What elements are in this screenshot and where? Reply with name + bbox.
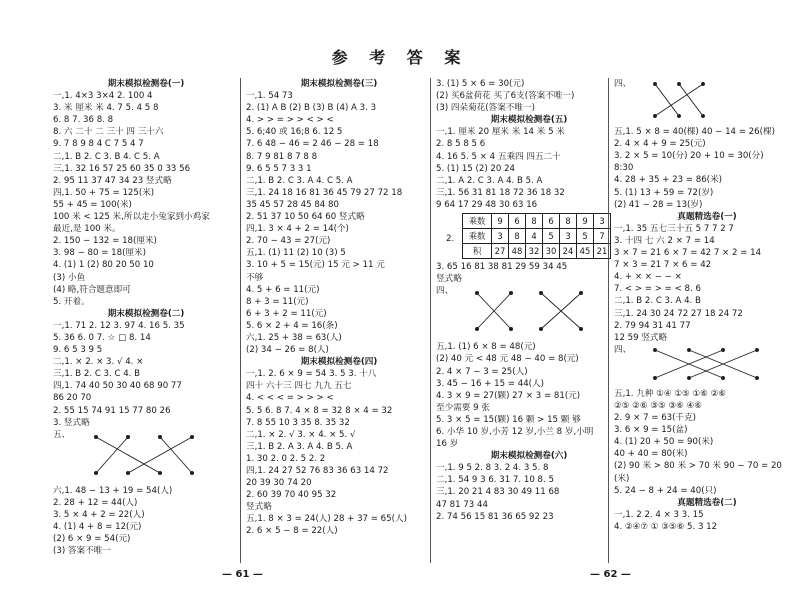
answer-line: 二,1. B 2. C 3. A 4. C 5. A (246, 175, 353, 186)
table-cell: 48 (509, 244, 526, 259)
answer-line: 6. 小华 10 岁,小芳 12 岁,小兰 8 岁,小明 (436, 426, 594, 437)
table-cell: 27 (492, 244, 509, 259)
matching-lines-figure (471, 287, 601, 335)
answer-line: 8 + 3 = 11(元) (246, 296, 309, 307)
table-row (463, 229, 611, 244)
matching-lines-figure (88, 431, 218, 479)
answer-line: 2. 95 11 37 47 34 23 竖式略 (53, 175, 172, 186)
answer-line: 3. 10 + 5 = 15(元) 15 元 > 11 元 (246, 260, 385, 271)
answer-line: (2) 6 × 9 = 54(元) (53, 534, 131, 545)
answer-line: 六,1. 25 + 38 = 63(人) (246, 332, 342, 343)
answer-line: 2. 51 37 10 50 64 60 竖式略 (246, 212, 365, 223)
answer-column-3 (436, 78, 622, 523)
figure-label: 四、 (614, 79, 632, 89)
answer-line: 3. 5 × 4 + 2 = 22(人) (53, 510, 145, 520)
answer-line: 9. 7 8 9 8 4 C 7 5 4 7 (53, 139, 144, 150)
answer-line: 2. 8 5 8 5 6 (436, 139, 486, 150)
answer-line: 竖式略 (436, 274, 462, 285)
answer-line: 4. (1) 1 (2) 80 20 50 10 (53, 260, 154, 271)
answer-line: 一,1. 9 5 2. 8 3. 2 4. 3 5. 8 (436, 463, 549, 474)
answer-line: 3. 2 × 5 = 10(分) 20 + 10 = 30(分) (614, 151, 764, 162)
table-cell: 5 (543, 229, 560, 244)
answer-line: 5. 36 6. 0 7. ☆ □ 8. 14 (53, 332, 151, 343)
answer-line: 二,1. A 2. C 3. A 4. B 5. A (436, 175, 543, 186)
answer-line: 六,1. 48 − 13 + 19 = 54(人) (53, 485, 173, 496)
answer-line: 20 39 30 74 20 (246, 478, 312, 489)
answer-line: 2. 60 39 70 40 95 32 (246, 490, 337, 501)
answer-line: 7. 8 55 10 3 35 8. 35 32 (246, 417, 350, 428)
section-heading: 期末模拟检测卷(一) (107, 79, 185, 89)
answer-line: 2. 79 94 31 41 77 (614, 320, 691, 331)
answer-line: 五,1. (1) 11 (2) 10 (3) 5 (246, 248, 346, 259)
answer-line: 二,1. B 2. C 3. B 4. C 5. A (53, 151, 160, 162)
table-cell: 3 (492, 229, 509, 244)
answer-line: (2) 买6盆荷花 买了6支(答案不唯一) (436, 91, 575, 102)
answer-line: 至少需要 9 张 (436, 402, 490, 413)
answer-line: 9. 6 5 3 9 5 (53, 345, 103, 356)
answer-line: 二,1. × 2. √ 3. × 4. × 5. √ (246, 429, 356, 440)
answer-line: (2) 40 元 < 48 元 48 − 40 = 8(元) (436, 354, 579, 365)
answer-line: 四,1. 24 27 52 76 83 36 63 14 72 (246, 466, 389, 476)
answer-line: 四十 六十三 四七 九九 五七 (246, 381, 352, 392)
table-cell: 6 (543, 214, 560, 229)
answer-line: 8:30 (614, 163, 634, 174)
answer-line: 5. 5 6. 8 7. 4 × 8 = 32 8 × 4 = 32 (246, 405, 393, 416)
answer-line: 五,1. 8 × 3 = 24(人) 28 + 37 = 65(人) (246, 514, 407, 525)
table-cell: 24 (560, 244, 577, 259)
answer-line: 55 + 45 = 100(米) (53, 199, 132, 210)
answer-line: 2. (1) A B (2) B (3) B (4) A 3. 3 (246, 103, 377, 114)
table-cell: 3 (594, 214, 611, 229)
figure-answer (614, 344, 800, 388)
answer-line: 5. 6;40 或 16;8 6. 12 5 (246, 127, 343, 138)
table-cell: 5 (577, 229, 594, 244)
answer-line: 3. 98 − 80 = 18(厘米) (53, 248, 146, 259)
section-heading: 真题精选卷(二) (677, 497, 737, 508)
answer-line: 7. < > = > = < 8. 6 (614, 284, 701, 295)
answer-line: 4. (1) 4 + 8 = 12(元) (53, 522, 142, 533)
answer-line: 9. 6 5 5 7 3 3 1 (246, 163, 312, 174)
answer-line: ②⑤ ②⑥ ③⑤ ③⑥ ④⑥ (614, 400, 702, 411)
answer-line: 4. < < < = > > > < (246, 393, 334, 404)
answer-line: 4. + × × − − × (614, 272, 682, 283)
column-divider (608, 78, 609, 563)
answer-line: (2) 34 − 26 = 8(人) (246, 345, 329, 356)
table-cell: 7 (594, 229, 611, 244)
table-cell: 8 (560, 214, 577, 229)
figure-label: 五、 (53, 429, 71, 440)
answer-line: 16 岁 (436, 439, 459, 450)
page-title: 参 考 答 案 (331, 48, 469, 67)
table-cell: 9 (492, 214, 509, 229)
answer-line: 2. 4 × 7 − 3 = 25(人) (436, 366, 528, 377)
answer-line: 5. 24 − 8 + 24 = 40(只) (614, 485, 717, 496)
answer-line: 6. 8 7. 36 8. 8 (53, 115, 114, 126)
answer-line: 2. 150 − 132 = 18(厘米) (53, 236, 157, 247)
answer-line: 3. 65 16 81 38 81 29 59 34 45 (436, 262, 568, 273)
answer-column-2 (246, 78, 432, 538)
section-heading: 期末模拟检测卷(五) (490, 115, 568, 126)
answer-line: (4) 略,符合题意即可 (53, 284, 131, 295)
matching-lines-figure (649, 346, 769, 382)
answer-line: 竖式略 (246, 502, 272, 513)
answer-line: 二,1. 54 9 3 6. 31 7. 10 8. 5 (436, 475, 554, 486)
answer-line: 五,1. 5 × 8 = 40(棵) 40 − 14 = 26(棵) (614, 127, 775, 138)
section-heading: 期末模拟检测卷(四) (300, 357, 378, 368)
table-number: 2. (446, 234, 455, 245)
answer-line: 4. 16 5. 5 × 4 五乘四 四五二十 (436, 151, 561, 162)
answer-line: 五,1. 九种 ①④ ①⑤ ①⑥ ②⑥ (614, 388, 727, 399)
table-cell: 8 (509, 229, 526, 244)
figure-label: 四、 (614, 344, 632, 355)
answer-line: 8. 7 9 81 8 7 8 8 (246, 151, 318, 162)
answer-line: 5. (1) 13 + 59 = 72(岁) (614, 187, 714, 198)
column-divider (240, 78, 241, 563)
table-row-header: 乘数 (463, 229, 492, 244)
section-heading: 期末模拟检测卷(二) (107, 308, 185, 319)
table-cell: 21 (594, 244, 611, 259)
answer-line: 7 × 3 = 21 7 × 6 = 42 (614, 260, 712, 271)
answer-line: 一,1. 4×3 3×4 2. 100 4 (53, 91, 153, 102)
answer-line: 2. 55 15 74 91 15 77 80 26 (53, 405, 171, 416)
answer-line: 四,1. 50 + 75 = 125(米) (53, 187, 155, 198)
answer-line: 100 米 < 125 米,所以走小兔家到小鸡家 (53, 212, 210, 223)
multiplication-table (436, 213, 622, 259)
answer-line: (2) 41 − 28 = 13(岁) (614, 199, 703, 210)
answer-line: 3. 米 厘米 米 4. 7 5. 4 5 8 (53, 103, 159, 114)
answer-line: 5. 开着。 (53, 296, 90, 307)
answer-line: 4. 3 × 9 = 27(颗) 27 × 3 = 81(元) (436, 390, 581, 401)
table-cell: 3 (560, 229, 577, 244)
table-row-header: 积 (463, 244, 492, 259)
answer-line: 4. > > = > > < > < (246, 115, 334, 126)
section-heading: 期末模拟检测卷(三) (300, 79, 378, 89)
answer-line: 二,1. × 2. × 3. √ 4. × (53, 357, 144, 368)
answer-line: 三,1. 24 30 24 72 27 18 24 72 (614, 308, 743, 319)
answer-line: (3) 小鱼 (53, 272, 86, 283)
answer-line: 86 20 70 (53, 393, 92, 404)
answer-line: 47 81 73 44 (436, 499, 488, 510)
answer-line: 最近,是 100 米。 (53, 224, 121, 235)
column-divider (430, 78, 431, 563)
answer-line: 三,1. B 2. A 3. A 4. B 5. A (246, 441, 353, 452)
table-cell: 45 (577, 244, 594, 259)
answer-line: 四,1. 3 × 4 + 2 = 14(个) (246, 224, 349, 235)
answer-line: 一,1. 71 2. 12 3. 97 4. 16 5. 35 (53, 320, 185, 331)
table-cell: 9 (577, 214, 594, 229)
answer-line: 2. 9 × 7 = 63(千克) (614, 413, 697, 424)
answer-line: 2. 6 × 5 − 8 = 22(人) (246, 526, 338, 537)
answer-line: 40 + 40 = 80(米) (614, 449, 688, 460)
answer-line: 2. 70 − 43 = 27(元) (246, 236, 331, 247)
answer-line: 三,1. 24 18 16 81 36 45 79 27 72 18 (246, 187, 403, 198)
answer-line: 1. 30 2. 0 2. 5 2. 2 (246, 453, 326, 464)
answer-line: (3) 答案不唯一 (53, 546, 111, 557)
answer-line: 一,1. 35 五七三十五 5 7 7 2 7 (614, 223, 734, 234)
answer-line: 三,1. 56 31 81 18 72 36 18 32 (436, 187, 565, 198)
answer-column-1 (53, 78, 239, 557)
answer-line: 5. (1) 15 (2) 20 24 (436, 163, 516, 174)
answer-line: 五,1. (1) 6 × 8 = 48(元) (436, 342, 536, 353)
table-row-header: 乘数 (463, 214, 492, 229)
answer-line: 二,1. B 2. C 3. A 4. B (614, 296, 701, 307)
answer-line: 不够 (246, 272, 264, 283)
answer-line: (米) (614, 473, 630, 484)
table-cell: 30 (543, 244, 560, 259)
answer-line: 一,1. 厘米 20 厘米 米 14 米 5 米 (436, 127, 565, 138)
answer-line: 3. 45 − 16 + 15 = 44(人) (436, 378, 544, 389)
figure-answer (614, 78, 800, 126)
answer-line: 4. 28 + 35 + 23 = 86(米) (614, 175, 722, 186)
answer-line: 2. 74 56 15 81 36 65 92 23 (436, 511, 554, 522)
table-cell: 32 (526, 244, 543, 259)
table-row (463, 244, 611, 259)
answer-line: (3) 四朵菊花(答案不唯一) (436, 103, 535, 114)
answer-line: 3. (1) 5 × 6 = 30(元) (436, 79, 525, 89)
answer-line: 8. 六 二十 二 三十 四 三十六 (53, 127, 164, 138)
answer-line: 一,1. 2 2. 4 × 3 3. 15 (614, 509, 704, 520)
answer-line: 三,1. B 2. C 3. C 4. B (53, 369, 141, 380)
page-number-right: — 62 — (590, 569, 631, 580)
answer-line: 一,1. 54 73 (246, 91, 293, 102)
answer-line: 7. 6 48 − 46 = 2 46 − 28 = 18 (246, 139, 379, 150)
answer-line: 一,1. 2. 6 × 9 = 54 3. 5 3. 十八 (246, 369, 377, 380)
answer-line: 三,1. 20 21 4 83 30 49 11 68 (436, 487, 560, 498)
page-number-left: — 61 — (222, 569, 263, 580)
answer-line: 3. 十四 七 六 2 × 7 = 14 (614, 235, 715, 246)
matching-lines-figure (649, 80, 729, 120)
answer-line: 35 45 57 28 45 84 80 (246, 199, 339, 210)
answer-line: 4. ②④⑦ ① ③⑤⑥ 5. 3 12 (614, 521, 718, 532)
answer-line: 9 64 17 29 48 30 63 16 (436, 199, 538, 210)
answer-line: 3. 6 × 9 = 15(盆) (614, 425, 688, 436)
answer-line: 5. 6 × 2 + 4 = 16(条) (246, 320, 338, 331)
answer-line: 3. 竖式略 (53, 417, 90, 428)
figure-answer (53, 429, 239, 485)
table-row (463, 214, 611, 229)
answer-line: 四,1. 74 40 50 30 40 68 90 77 (53, 381, 182, 392)
answer-line: 12 59 竖式略 (614, 332, 668, 343)
answer-column-4 (614, 78, 800, 533)
answer-line: 5. 3 × 5 = 15(颗) 16 颗 > 15 颗 够 (436, 414, 581, 425)
answer-line: 6 + 3 + 2 = 11(元) (246, 308, 327, 319)
table-cell: 8 (526, 214, 543, 229)
figure-label: 四、 (436, 286, 454, 297)
answer-line: 3 × 7 = 21 6 × 7 = 42 7 × 2 = 14 (614, 248, 762, 259)
answer-line: 4. (1) 20 + 50 = 90(米) (614, 437, 714, 448)
answer-line: 2. 28 + 12 = 44(人) (53, 497, 138, 508)
table-cell: 6 (509, 214, 526, 229)
answer-line: 2. 4 × 4 + 9 = 25(元) (614, 139, 706, 150)
figure-answer (436, 285, 622, 341)
table-cell: 4 (526, 229, 543, 244)
answer-line: (2) 90 米 > 80 米 > 70 米 90 − 70 = 20 (614, 461, 782, 472)
section-heading: 真题精选卷(一) (677, 211, 737, 222)
answer-line: 三,1. 32 16 57 25 60 35 0 33 56 (53, 163, 191, 174)
section-heading: 期末模拟检测卷(六) (490, 451, 568, 462)
answer-line: 4. 5 + 6 = 11(元) (246, 284, 320, 295)
